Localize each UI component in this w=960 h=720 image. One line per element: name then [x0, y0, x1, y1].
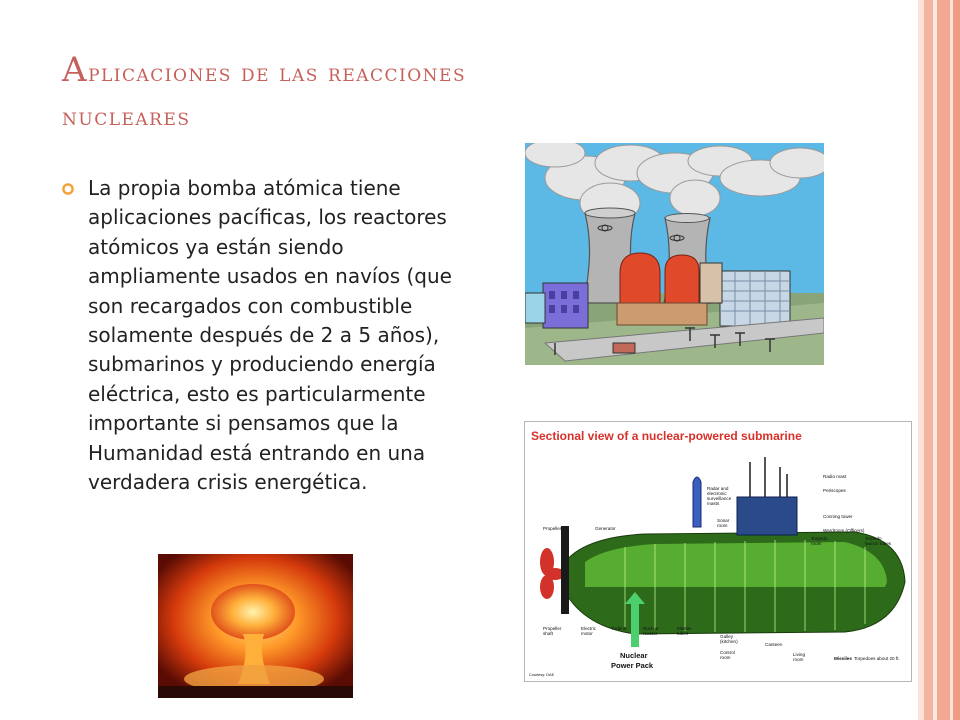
svg-text:room: room: [793, 657, 804, 662]
bullet-icon: [62, 183, 74, 195]
svg-text:reactor: reactor: [643, 631, 658, 636]
svg-text:motor: motor: [581, 631, 593, 636]
svg-text:masts: masts: [707, 501, 720, 506]
svg-text:Living: Living: [793, 652, 806, 657]
power-plant-image: [525, 143, 824, 365]
svg-text:Missile: Missile: [677, 626, 692, 631]
svg-text:room: room: [717, 523, 728, 528]
slide-title: Aplicaciones de las reacciones nucleares: [62, 50, 467, 131]
svg-text:Propeller: Propeller: [543, 526, 562, 531]
svg-text:shaft: shaft: [543, 631, 553, 636]
svg-text:Torpedoes about 20 ft.: Torpedoes about 20 ft.: [854, 656, 900, 661]
svg-text:Wardroom (Officers): Wardroom (Officers): [823, 528, 865, 533]
svg-text:Torpedo: Torpedo: [865, 536, 882, 541]
svg-text:electronic: electronic: [707, 491, 727, 496]
svg-text:Sonar: Sonar: [717, 518, 730, 523]
svg-text:surveillance: surveillance: [707, 496, 732, 501]
svg-text:Radar and: Radar and: [707, 486, 729, 491]
svg-text:Nuclear: Nuclear: [643, 626, 659, 631]
svg-text:Turbine: Turbine: [611, 626, 627, 631]
svg-text:Electric: Electric: [581, 626, 597, 631]
svg-text:(kitchen): (kitchen): [720, 639, 738, 644]
svg-text:room: room: [811, 541, 822, 546]
svg-text:Torpedo: Torpedo: [811, 536, 828, 541]
submarine-diagram: [524, 421, 912, 682]
svg-text:Propeller: Propeller: [543, 626, 562, 631]
svg-text:Galley: Galley: [720, 634, 734, 639]
svg-text:Radio mast: Radio mast: [823, 474, 847, 479]
svg-text:Conning tower: Conning tower: [823, 514, 853, 519]
svg-text:Nuclear: Nuclear: [620, 651, 648, 660]
svg-text:tubes: tubes: [677, 631, 689, 636]
svg-text:Power Pack: Power Pack: [611, 661, 654, 670]
svg-text:Periscopes: Periscopes: [823, 488, 846, 493]
nuclear-explosion-image: [158, 554, 353, 698]
decorative-side-stripes: [918, 0, 960, 720]
svg-text:Missiles: Missiles: [834, 656, 852, 661]
svg-text:Control: Control: [720, 650, 735, 655]
bullet-text: La propia bomba atómica tiene aplicaciones pacíficas, los reactores atómicos ya están siendo ampliamente usados en navíos (que son recargados con combustible solamente después de 2 a 5 años), submarinos y produciendo energía eléctrica, esto es particularmente importante si pensamos que la Humanidad está entrando en una verdadera crisis energética.: [88, 176, 452, 495]
submarine-title: Sectional view of a nuclear-powered submarine: [531, 429, 802, 443]
bullet-item: [62, 174, 482, 497]
svg-text:room: room: [720, 655, 731, 660]
svg-text:launch tubes: launch tubes: [865, 541, 892, 546]
svg-text:Canteen: Canteen: [765, 642, 783, 647]
svg-text:Courtesy: DAE: Courtesy: DAE: [529, 673, 555, 677]
svg-text:Generator: Generator: [595, 526, 616, 531]
